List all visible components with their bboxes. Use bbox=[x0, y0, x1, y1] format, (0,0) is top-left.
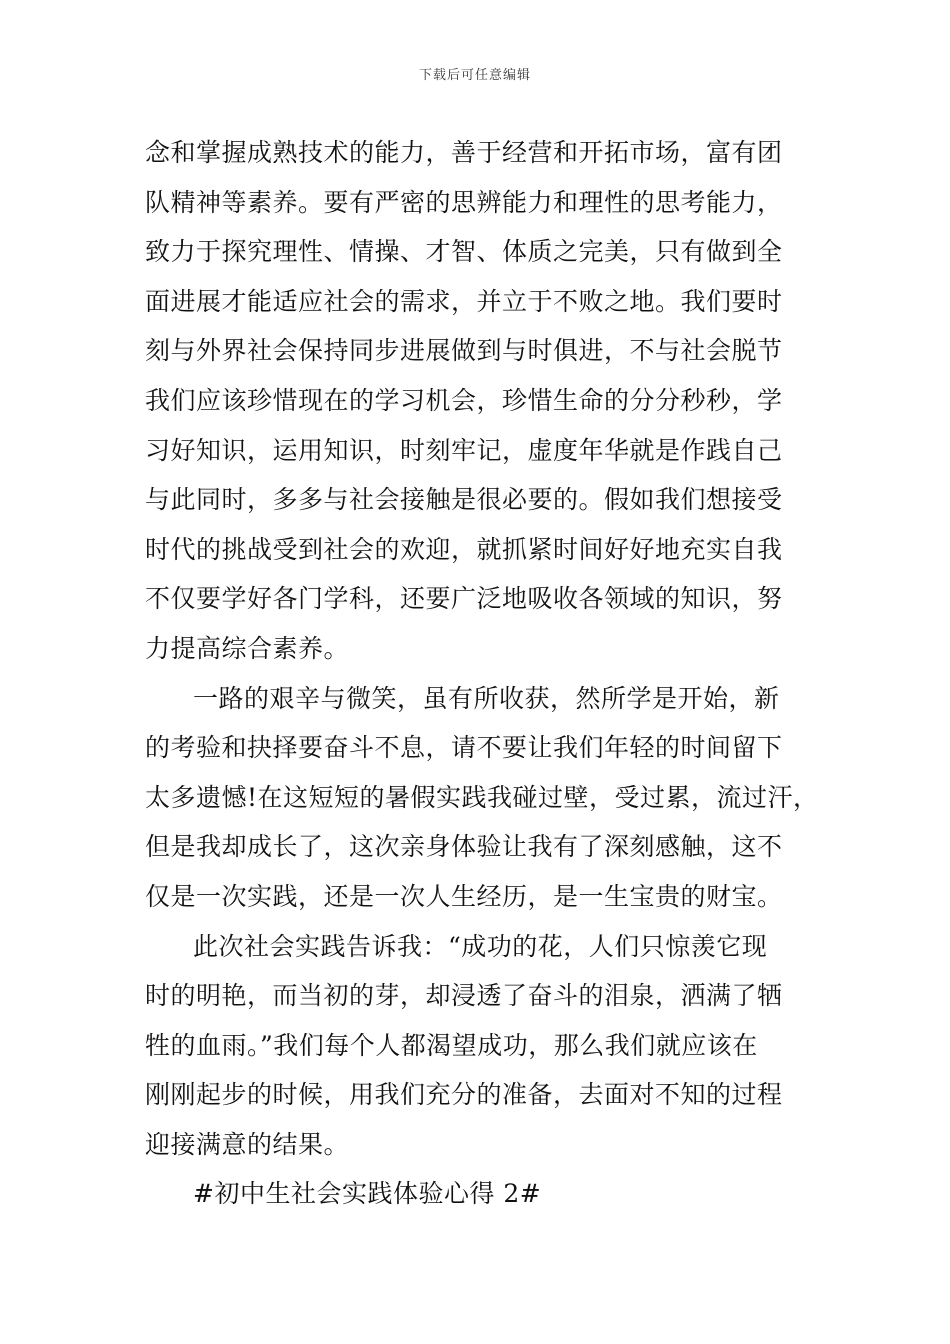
text-line: 时代的挑战受到社会的欢迎，就抓紧时间好好地充实自我 bbox=[145, 534, 783, 564]
text-line: 队精神等素养。要有严密的思辨能力和理性的思考能力， bbox=[145, 187, 783, 217]
page-header: 下载后可任意编辑 bbox=[418, 68, 531, 83]
document-body bbox=[145, 128, 819, 1219]
text-line: 习好知识，运用知识，时刻牢记，虚度年华就是作践自己 bbox=[145, 435, 783, 465]
text-line: 太多遗憾!在这短短的暑假实践我碰过壁，受过累，流过汗， bbox=[145, 782, 819, 812]
text-line: 力提高综合素养。 bbox=[145, 633, 350, 663]
text-line: 一路的艰辛与微笑，虽有所收获，然所学是开始，新 bbox=[193, 683, 780, 713]
text-line: 牲的血雨。”我们每个人都渴望成功，那么我们就应该在 bbox=[145, 1030, 758, 1060]
text-line: 念和掌握成熟技术的能力，善于经营和开拓市场，富有团 bbox=[145, 138, 783, 167]
text-line: 与此同时，多多与社会接触是很必要的。假如我们想接受 bbox=[145, 485, 783, 515]
text-line: 迎接满意的结果。 bbox=[145, 1129, 350, 1159]
text-line: 时的明艳，而当初的芽，却浸透了奋斗的泪泉，洒满了牺 bbox=[145, 981, 783, 1011]
text-line: 刻与外界社会保持同步进展做到与时俱进，不与社会脱节 bbox=[145, 336, 783, 366]
text-line: 面进展才能适应社会的需求，并立于不败之地。我们要时 bbox=[145, 286, 783, 316]
text-line: 致力于探究理性、情操、才智、体质之完美，只有做到全 bbox=[145, 237, 783, 267]
text-line: 的考验和抉择要奋斗不息，请不要让我们年轻的时间留下 bbox=[145, 733, 783, 763]
text-line: 我们应该珍惜现在的学习机会，珍惜生命的分分秒秒，学 bbox=[145, 385, 783, 415]
text-line: 仅是一次实践，还是一次人生经历，是一生宝贵的财宝。 bbox=[145, 881, 783, 911]
text-line: 但是我却成长了，这次亲身体验让我有了深刻感触，这不 bbox=[145, 832, 783, 862]
text-line: 刚刚起步的时候，用我们充分的准备，去面对不知的过程 bbox=[145, 1080, 783, 1110]
text-line: #初中生社会实践体验心得 2# bbox=[193, 1179, 542, 1209]
text-line: 此次社会实践告诉我：“成功的花，人们只惊羡它现 bbox=[193, 931, 768, 961]
text-line: 不仅要学好各门学科，还要广泛地吸收各领域的知识，努 bbox=[145, 584, 783, 614]
